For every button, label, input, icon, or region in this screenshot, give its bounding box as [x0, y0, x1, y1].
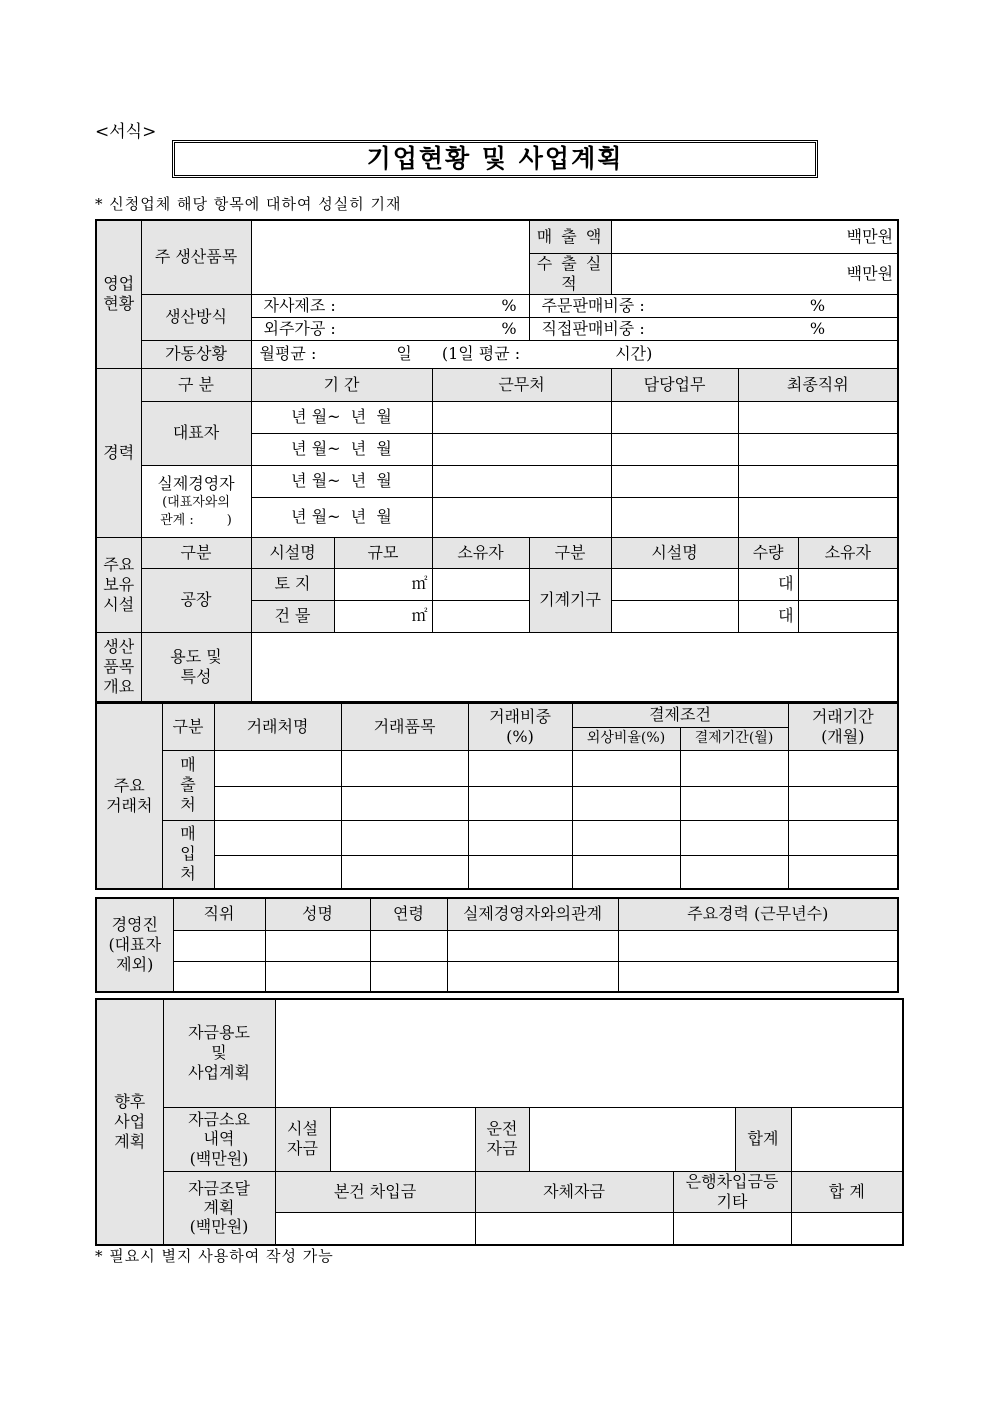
- purchase-partner-label: 매 입 처: [162, 820, 214, 889]
- rep-position-1[interactable]: [738, 401, 898, 433]
- company-status-table: [95, 219, 899, 703]
- building-owner-field[interactable]: [432, 600, 529, 632]
- raise-header-total: 합 계: [791, 1171, 903, 1212]
- mgmt-position-2[interactable]: [173, 961, 265, 992]
- operation-daily: (1일 평균 :: [441, 344, 521, 363]
- operating-funds-label: 운전 자금: [475, 1107, 529, 1171]
- mgmt-name-2[interactable]: [265, 961, 370, 992]
- raise-own-field[interactable]: [475, 1212, 673, 1245]
- partners-section: 주요 거래처: [96, 703, 162, 889]
- raise-header-bank: 은행차입금등 기타: [673, 1171, 791, 1212]
- mgr-workplace-2[interactable]: [432, 497, 611, 537]
- outsourced-field[interactable]: [251, 317, 529, 340]
- operation-label: 가동상황: [141, 340, 251, 368]
- rep-duty-2[interactable]: [611, 433, 738, 465]
- purchase-partner-credit-2[interactable]: [572, 855, 680, 889]
- career-header-workplace: 근무처: [432, 368, 611, 401]
- relation-text-1: (대표자와의: [162, 495, 230, 511]
- machine-owner-1[interactable]: [798, 568, 898, 600]
- sales-unit: 백만원: [846, 226, 894, 246]
- facility-funds-label: 시설 자금: [275, 1107, 330, 1171]
- product-use-label: 용도 및 특성: [141, 632, 251, 702]
- purchase-partner-period-2[interactable]: [788, 855, 898, 889]
- raise-loan-field[interactable]: [275, 1212, 475, 1245]
- qty-unit-2: 대: [778, 606, 794, 625]
- outsourced-label: 외주가공 :: [263, 318, 336, 338]
- product-overview-section: 생산 품목 개요: [96, 632, 141, 702]
- sales-partner-label: 매 출 처: [162, 750, 214, 820]
- purchase-partner-name-1[interactable]: [214, 820, 341, 855]
- plan-section: 향후 사업 계획: [96, 999, 163, 1245]
- sales-partner-period-2[interactable]: [788, 786, 898, 820]
- raise-bank-field[interactable]: [673, 1212, 791, 1245]
- order-sales-label: 주문판매비중 :: [541, 295, 645, 315]
- facility-funds-field[interactable]: [330, 1107, 475, 1171]
- export-label: 수 출 실 적: [529, 253, 611, 294]
- direct-sales-pct: %: [809, 318, 826, 338]
- mgmt-career-1[interactable]: [618, 930, 898, 961]
- own-mfg-label: 자사제조 :: [263, 295, 336, 315]
- mgmt-header-age: 연령: [370, 898, 447, 930]
- outsourced-pct: %: [501, 318, 517, 338]
- mgr-duty-1[interactable]: [611, 465, 738, 497]
- career-header-period: 기 간: [251, 368, 432, 401]
- actual-manager-text: 실제경영자: [157, 473, 235, 493]
- mgmt-header-career: 주요경력 (근무년수): [618, 898, 898, 930]
- mgmt-header-relation: 실제경영자와의관계: [447, 898, 618, 930]
- partners-header-item: 거래품목: [341, 703, 468, 750]
- own-mfg-pct: %: [501, 295, 517, 315]
- mgr-duty-2[interactable]: [611, 497, 738, 537]
- partners-header-terms: 결제조건: [572, 703, 788, 727]
- funds-use-label: 자금용도 및 사업계획: [163, 999, 275, 1107]
- management-section: 경영진 (대표자 제외): [96, 898, 173, 992]
- mgmt-age-2[interactable]: [370, 961, 447, 992]
- rep-position-2[interactable]: [738, 433, 898, 465]
- direct-sales-label: 직접판매비중 :: [541, 318, 645, 338]
- future-plan-table: [95, 998, 904, 1246]
- method-label: 생산방식: [141, 294, 251, 340]
- mgmt-header-name: 성명: [265, 898, 370, 930]
- rep-duty-1[interactable]: [611, 401, 738, 433]
- actual-manager-label: [141, 465, 251, 537]
- main-product-field[interactable]: [251, 220, 529, 294]
- mgmt-name-1[interactable]: [265, 930, 370, 961]
- sales-partner-name-1[interactable]: [214, 750, 341, 786]
- funds-use-field[interactable]: [275, 999, 903, 1107]
- fac-header-name2: 시설명: [611, 537, 738, 568]
- funds-raise-label: 자금조달 계획 (백만원): [163, 1171, 275, 1245]
- order-sales-field[interactable]: [529, 294, 898, 317]
- facilities-section: 주요 보유 시설: [96, 537, 141, 632]
- fac-header-owner: 소유자: [432, 537, 529, 568]
- career-section: 경력: [96, 368, 141, 537]
- sales-partner-payment-1[interactable]: [680, 750, 788, 786]
- operation-field[interactable]: [251, 340, 898, 368]
- operating-funds-field[interactable]: [529, 1107, 735, 1171]
- funds-total-label: 합계: [735, 1107, 791, 1171]
- building-label: 건 물: [251, 600, 334, 632]
- rep-period-2[interactable]: 년 월~ 년 월: [251, 433, 432, 465]
- page-title: 기업현황 및 사업계획: [172, 140, 818, 178]
- machine-qty-1[interactable]: [738, 568, 798, 600]
- sales-field[interactable]: [611, 220, 898, 253]
- land-owner-field[interactable]: [432, 568, 529, 600]
- partners-header-period: 거래기간 (개월): [788, 703, 898, 750]
- mgmt-header-position: 직위: [173, 898, 265, 930]
- mgr-position-2[interactable]: [738, 497, 898, 537]
- rep-label: 대표자: [141, 401, 251, 465]
- purchase-partner-credit-1[interactable]: [572, 820, 680, 855]
- career-header-position: 최종직위: [738, 368, 898, 401]
- mgr-period-2[interactable]: 년 월~ 년 월: [251, 497, 432, 537]
- mgmt-relation-2[interactable]: [447, 961, 618, 992]
- funds-required-label: 자금소요 내역 (백만원): [163, 1107, 275, 1171]
- building-size-field[interactable]: [334, 600, 432, 632]
- purchase-partner-item-2[interactable]: [341, 855, 468, 889]
- purchase-partner-payment-1[interactable]: [680, 820, 788, 855]
- note-top: * 신청업체 해당 항목에 대하여 성실히 기재: [95, 195, 402, 213]
- export-unit: 백만원: [846, 263, 894, 283]
- qty-unit-1: 대: [778, 574, 794, 593]
- sales-partner-item-1[interactable]: [341, 750, 468, 786]
- operation-day: 일: [396, 344, 412, 363]
- purchase-partner-payment-2[interactable]: [680, 855, 788, 889]
- mgmt-career-2[interactable]: [618, 961, 898, 992]
- fac-header-size: 규모: [334, 537, 432, 568]
- fac-header-name: 시설명: [251, 537, 334, 568]
- funds-total-field[interactable]: [791, 1107, 903, 1171]
- machine-owner-2[interactable]: [798, 600, 898, 632]
- fac-header-owner2: 소유자: [798, 537, 898, 568]
- partners-header-name: 거래처명: [214, 703, 341, 750]
- career-header-type: 구 분: [141, 368, 251, 401]
- machine-name-1[interactable]: [611, 568, 738, 600]
- mgmt-age-1[interactable]: [370, 930, 447, 961]
- partners-header-type: 구분: [162, 703, 214, 750]
- purchase-partner-name-2[interactable]: [214, 855, 341, 889]
- product-use-field[interactable]: [251, 632, 898, 702]
- mgr-workplace-1[interactable]: [432, 465, 611, 497]
- business-section: 영업 현황: [96, 220, 141, 368]
- mgr-position-1[interactable]: [738, 465, 898, 497]
- mgmt-relation-1[interactable]: [447, 930, 618, 961]
- rep-workplace-2[interactable]: [432, 433, 611, 465]
- form-label: <서식>: [95, 122, 157, 142]
- partners-sub-credit: 외상비율(%): [572, 727, 680, 750]
- fac-header-type: 구분: [141, 537, 251, 568]
- building-area-unit: ㎡: [411, 606, 428, 625]
- mgr-period-1[interactable]: 년 월~ 년 월: [251, 465, 432, 497]
- own-mfg-field[interactable]: [251, 294, 529, 317]
- sales-partner-item-2[interactable]: [341, 786, 468, 820]
- partners-sub-payment: 결제기간(월): [680, 727, 788, 750]
- purchase-partner-item-1[interactable]: [341, 820, 468, 855]
- partners-table: [95, 702, 899, 890]
- export-field[interactable]: [611, 253, 898, 294]
- sales-partner-credit-2[interactable]: [572, 786, 680, 820]
- career-header-duty: 담당업무: [611, 368, 738, 401]
- rep-period-1[interactable]: 년 월~ 년 월: [251, 401, 432, 433]
- partners-header-ratio: 거래비중 (%): [468, 703, 572, 750]
- sales-partner-credit-1[interactable]: [572, 750, 680, 786]
- machinery-label: 기계기구: [529, 568, 611, 632]
- purchase-partner-ratio-2[interactable]: [468, 855, 572, 889]
- rep-workplace-1[interactable]: [432, 401, 611, 433]
- sales-label: 매 출 액: [529, 220, 611, 253]
- sales-partner-ratio-1[interactable]: [468, 750, 572, 786]
- raise-header-loan: 본건 차입금: [275, 1171, 475, 1212]
- note-bottom: * 필요시 별지 사용하여 작성 가능: [95, 1247, 334, 1265]
- purchase-partner-ratio-1[interactable]: [468, 820, 572, 855]
- sales-partner-name-2[interactable]: [214, 786, 341, 820]
- direct-sales-field[interactable]: [529, 317, 898, 340]
- operation-text: 월평균 :: [259, 344, 317, 363]
- purchase-partner-period-1[interactable]: [788, 820, 898, 855]
- main-product-label: 주 생산품목: [141, 220, 251, 294]
- mgmt-position-1[interactable]: [173, 930, 265, 961]
- order-sales-pct: %: [809, 295, 826, 315]
- management-table: [95, 897, 899, 993]
- sales-partner-period-1[interactable]: [788, 750, 898, 786]
- sales-partner-payment-2[interactable]: [680, 786, 788, 820]
- operation-hours: 시간): [615, 344, 653, 363]
- raise-total-field[interactable]: [791, 1212, 903, 1245]
- land-area-unit: ㎡: [411, 574, 428, 593]
- machine-name-2[interactable]: [611, 600, 738, 632]
- fac-header-qty: 수량: [738, 537, 798, 568]
- factory-label: 공장: [141, 568, 251, 632]
- land-label: 토 지: [251, 568, 334, 600]
- raise-header-own: 자체자금: [475, 1171, 673, 1212]
- fac-header-type2: 구분: [529, 537, 611, 568]
- sales-partner-ratio-2[interactable]: [468, 786, 572, 820]
- land-size-field[interactable]: [334, 568, 432, 600]
- relation-text-2: 관계 : ): [160, 512, 232, 528]
- machine-qty-2[interactable]: [738, 600, 798, 632]
